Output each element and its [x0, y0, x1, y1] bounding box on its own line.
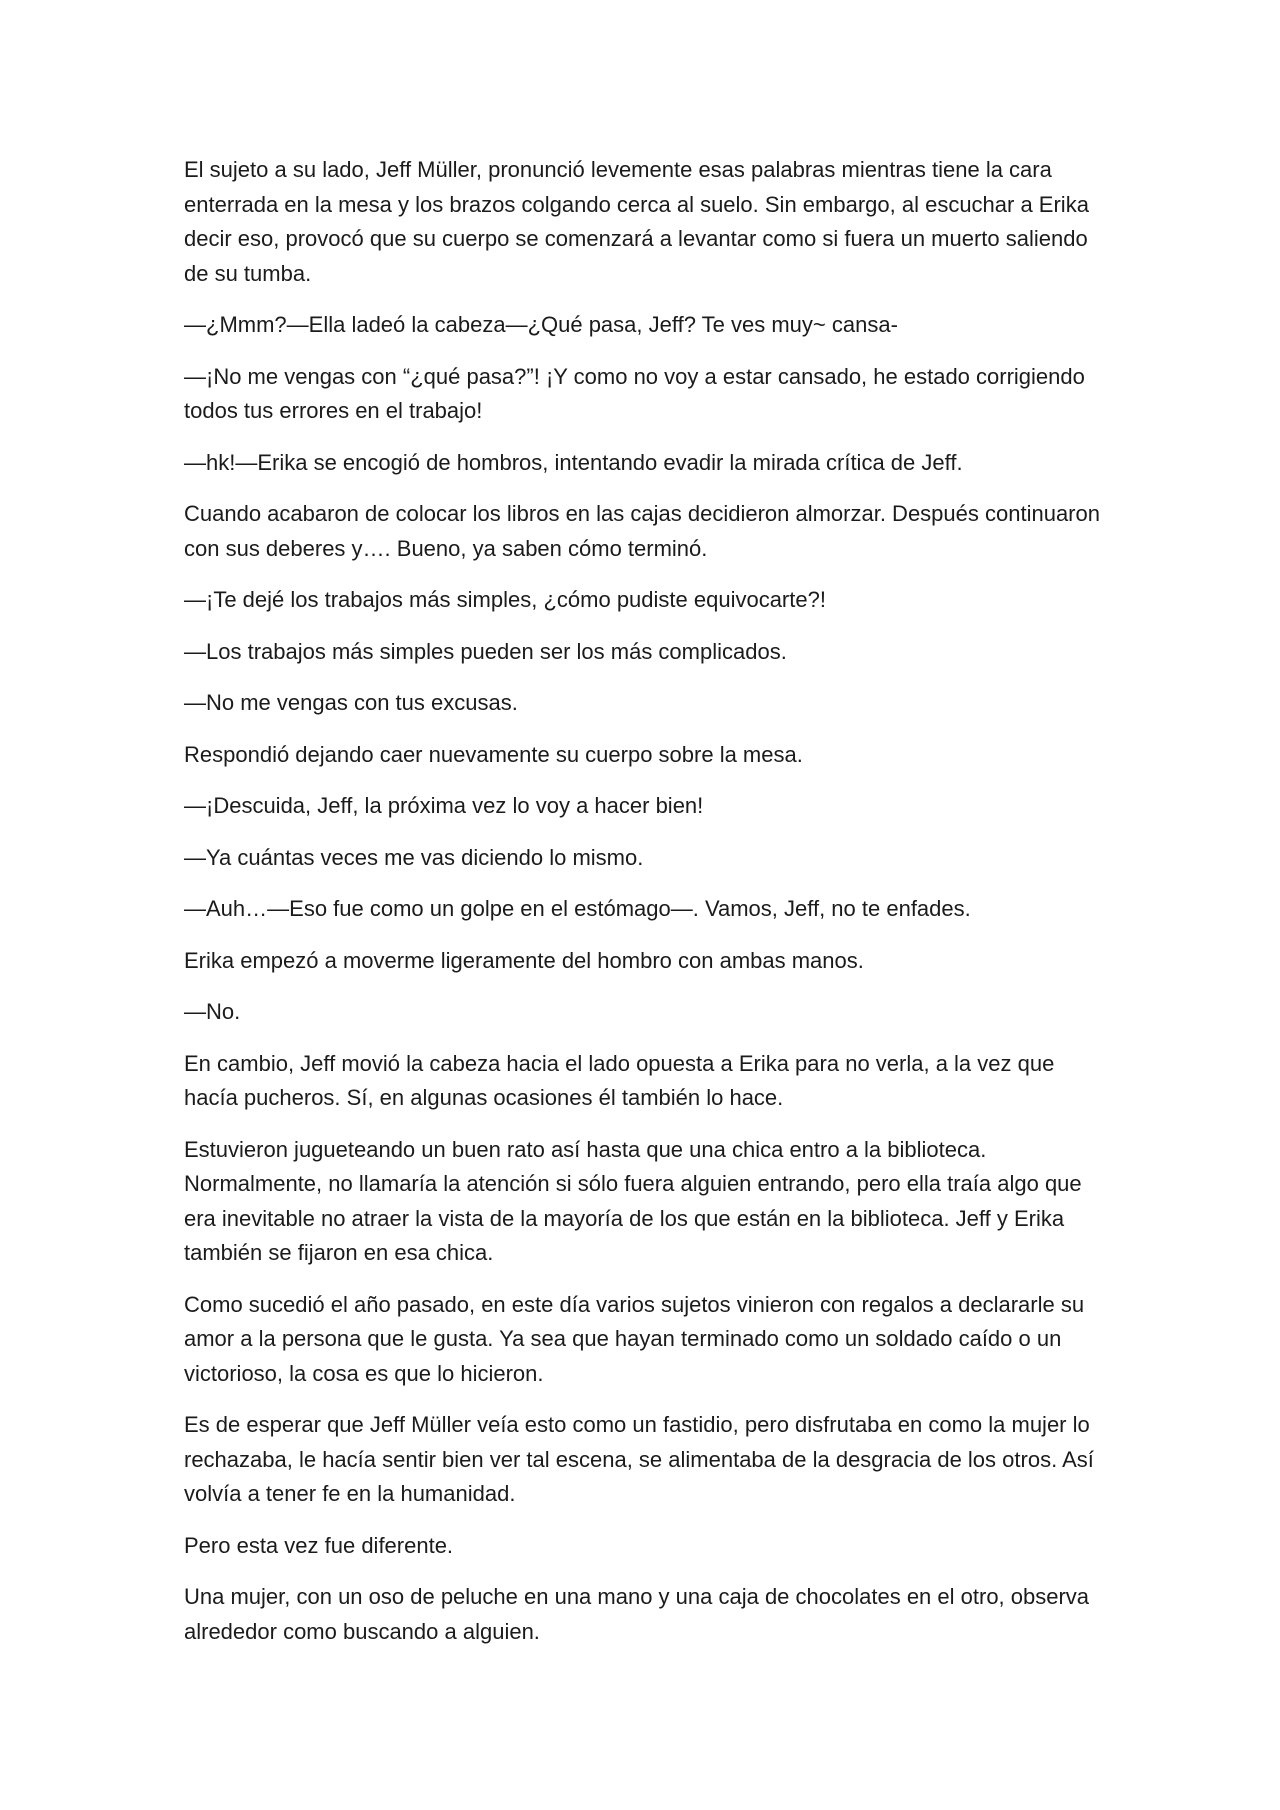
paragraph: Estuvieron jugueteando un buen rato así hasta que una chica entro a la biblioteca. Normalmente, no llamaría la atención si sólo fuera alguien entrando, pero ella traía algo que era inevitable no atraer la vista de la mayoría de los que están en la biblioteca. Jeff y Erika también se fijaron en esa chica.: [184, 1136, 1082, 1265]
paragraph: —Auh…—Eso fue como un golpe en el estómago—. Vamos, Jeff, no te enfades.: [184, 896, 971, 921]
paragraph: Pero esta vez fue diferente.: [184, 1532, 454, 1558]
paragraph: En cambio, Jeff movió la cabeza hacia el lado opuesta a Erika para no verla, a la vez que hacía pucheros. Sí, en algunas ocasiones él también lo hace.: [184, 1050, 1055, 1110]
paragraph: Respondió dejando caer nuevamente su cuerpo sobre la mesa.: [184, 741, 803, 767]
paragraph: —¡Descuida, Jeff, la próxima vez lo voy a hacer bien!: [184, 793, 704, 818]
paragraph: Es de esperar que Jeff Müller veía esto como un fastidio, pero disfrutaba en como la mujer lo rechazaba, le hacía sentir bien ver tal escena, se alimentaba de la desgracia de los otros. Así volvía a tener fe en la humanidad.: [184, 1412, 1094, 1506]
paragraph: —¡Te dejé los trabajos más simples, ¿cómo pudiste equivocarte?!: [184, 587, 826, 612]
paragraph: Cuando acabaron de colocar los libros en las cajas decidieron almorzar. Después continuaron con sus deberes y…. Bueno, ya saben cómo terminó.: [184, 501, 1100, 561]
paragraph: —No me vengas con tus excusas.: [184, 690, 518, 715]
paragraph: —No.: [184, 999, 241, 1024]
paragraph: Erika empezó a moverme ligeramente del hombro con ambas manos.: [184, 947, 864, 973]
paragraph: Una mujer, con un oso de peluche en una mano y una caja de chocolates en el otro, observa alrededor como buscando a alguien.: [184, 1584, 1090, 1644]
paragraph: —Ya cuántas veces me vas diciendo lo mismo.: [184, 844, 644, 870]
paragraph: —¿Mmm?—Ella ladeó la cabeza—¿Qué pasa, Jeff? Te ves muy~ cansa-: [184, 312, 898, 337]
paragraph: —Los trabajos más simples pueden ser los más complicados.: [184, 638, 787, 664]
paragraph: —hk!—Erika se encogió de hombros, intentando evadir la mirada crítica de Jeff.: [184, 449, 963, 475]
paragraph: El sujeto a su lado, Jeff Müller, pronunció levemente esas palabras mientras tiene la cara enterrada en la mesa y los brazos colgando cerca al suelo. Sin embargo, al escuchar a Erika decir eso, provocó que su cuerpo se comenzará a levantar como si fuera un muerto saliendo de su tumba.: [184, 157, 1089, 286]
document-page: [184, 153, 1114, 1666]
paragraph: —¡No me vengas con “¿qué pasa?”! ¡Y como no voy a estar cansado, he estado corrigiendo todos tus errores en el trabajo!: [184, 363, 1085, 423]
paragraph: Como sucedió el año pasado, en este día varios sujetos vinieron con regalos a declararle su amor a la persona que le gusta. Ya sea que hayan terminado como un soldado caído o un victorioso, la cosa es que lo hicieron.: [184, 1291, 1085, 1386]
